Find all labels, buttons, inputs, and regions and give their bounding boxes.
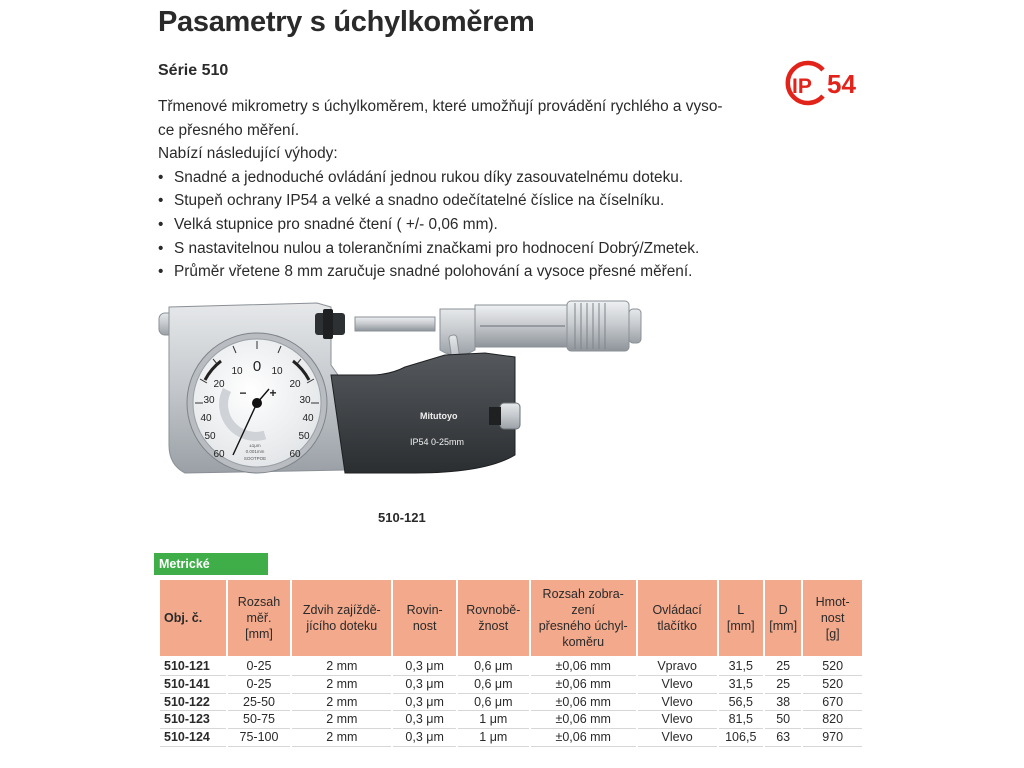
dial-label: 30 bbox=[299, 395, 311, 406]
dial-label: 60 bbox=[213, 449, 225, 460]
dial-label: 40 bbox=[302, 413, 314, 424]
dial-small-text: SOOTPOE bbox=[243, 456, 267, 461]
table-cell: 0,3 μm bbox=[393, 729, 456, 747]
column-header: Rozsah měř. [mm] bbox=[228, 580, 291, 658]
table-cell: Vlevo bbox=[638, 694, 717, 712]
feature-list bbox=[158, 166, 758, 284]
series-label: Série 510 bbox=[158, 62, 229, 79]
table-cell: 520 bbox=[803, 676, 862, 694]
table-cell: ±0,06 mm bbox=[531, 729, 636, 747]
table-cell: 0,3 μm bbox=[393, 694, 456, 712]
column-header: Rozsah zobra- zení přesného úchyl- koměru bbox=[531, 580, 636, 658]
table-cell: ±0,06 mm bbox=[531, 694, 636, 712]
dial-label: 10 bbox=[231, 366, 243, 377]
table-cell: Vpravo bbox=[638, 658, 717, 676]
order-code: 510-123 bbox=[160, 711, 226, 729]
svg-text:+: + bbox=[269, 386, 277, 400]
svg-text:−: − bbox=[239, 386, 247, 400]
column-header: Hmot- nost [g] bbox=[803, 580, 862, 658]
table-cell: 2 mm bbox=[292, 694, 391, 712]
table-cell: 25 bbox=[765, 658, 801, 676]
feature-item: • Velká stupnice pro snadné čtení ( +/- 0,06 mm). bbox=[158, 213, 758, 237]
table-cell: 0,6 μm bbox=[458, 676, 529, 694]
table-cell: Vlevo bbox=[638, 676, 717, 694]
table-cell: 81,5 bbox=[719, 711, 763, 729]
intro-line: Nabízí následující výhody: bbox=[158, 145, 338, 163]
table-cell: 50 bbox=[765, 711, 801, 729]
table-row bbox=[160, 729, 862, 747]
table-cell: Vlevo bbox=[638, 711, 717, 729]
table-cell: 820 bbox=[803, 711, 862, 729]
column-header: Rovin- nost bbox=[393, 580, 456, 658]
ip54-badge bbox=[782, 58, 872, 108]
table-cell: ±0,06 mm bbox=[531, 711, 636, 729]
table-cell: ±0,06 mm bbox=[531, 658, 636, 676]
dial-small-text: ±1μm bbox=[249, 443, 261, 448]
ip-badge-number: 54 bbox=[827, 69, 856, 99]
table-row bbox=[160, 711, 862, 729]
dial-label: 0 bbox=[252, 358, 262, 375]
table-cell: 38 bbox=[765, 694, 801, 712]
column-header: Ovládací tlačítko bbox=[638, 580, 717, 658]
order-code: 510-122 bbox=[160, 694, 226, 712]
dial-label: 30 bbox=[203, 395, 215, 406]
dial-label: 10 bbox=[271, 366, 283, 377]
table-cell: 0,3 μm bbox=[393, 676, 456, 694]
ip-badge-prefix: IP bbox=[792, 75, 812, 98]
intro-line: Třmenové mikrometry s úchylkoměrem, které umožňují provádění rychlého a vyso- bbox=[158, 98, 723, 115]
feature-item: • Snadné a jednoduché ovládání jednou rukou díky zasouvatelnému doteku. bbox=[158, 166, 758, 190]
range-marking: IP54 0-25mm bbox=[410, 437, 465, 447]
page-title: Pasametry s úchylkoměrem bbox=[158, 6, 535, 38]
product-photo bbox=[155, 295, 645, 495]
table-cell: 106,5 bbox=[719, 729, 763, 747]
feature-item: • S nastavitelnou nulou a tolerančními značkami pro hodnocení Dobrý/Zmetek. bbox=[158, 237, 758, 261]
table-row bbox=[160, 658, 862, 676]
feature-item: • Průměr vřetene 8 mm zaručuje snadné polohování a vysoce přesné měření. bbox=[158, 260, 758, 284]
dial-label: 50 bbox=[204, 431, 216, 442]
table-cell: 520 bbox=[803, 658, 862, 676]
table-cell: 970 bbox=[803, 729, 862, 747]
table-cell: 50-75 bbox=[228, 711, 291, 729]
intro-line: ce přesného měření. bbox=[158, 121, 300, 139]
table-cell: 2 mm bbox=[292, 729, 391, 747]
table-cell: 1 μm bbox=[458, 711, 529, 729]
column-header: Zdvih zajíždě- jícího doteku bbox=[292, 580, 391, 658]
table-cell: Vlevo bbox=[638, 729, 717, 747]
column-header: Obj. č. bbox=[160, 580, 226, 658]
table-cell: 0,6 μm bbox=[458, 694, 529, 712]
dial-small-text: 0.001mm bbox=[245, 449, 265, 454]
table-row bbox=[160, 694, 862, 712]
photo-caption: 510-121 bbox=[378, 510, 426, 525]
table-cell: 0,3 μm bbox=[393, 711, 456, 729]
dial-label: 40 bbox=[200, 413, 212, 424]
table-cell: 0-25 bbox=[228, 658, 291, 676]
order-code: 510-124 bbox=[160, 729, 226, 747]
feature-item: • Stupeň ochrany IP54 a velké a snadno odečítatelné číslice na číselníku. bbox=[158, 189, 758, 213]
dial-label: 60 bbox=[289, 449, 301, 460]
table-cell: 0,6 μm bbox=[458, 658, 529, 676]
table-cell: 2 mm bbox=[292, 711, 391, 729]
table-cell: 75-100 bbox=[228, 729, 291, 747]
metric-section-tag: Metrické bbox=[154, 553, 268, 575]
table-cell: 2 mm bbox=[292, 658, 391, 676]
table-cell: 56,5 bbox=[719, 694, 763, 712]
table-cell: 2 mm bbox=[292, 676, 391, 694]
table-cell: 31,5 bbox=[719, 676, 763, 694]
column-header: D [mm] bbox=[765, 580, 801, 658]
table-cell: ±0,06 mm bbox=[531, 676, 636, 694]
product-description bbox=[158, 95, 758, 284]
dial-label: 20 bbox=[289, 379, 301, 390]
brand-marking: Mitutoyo bbox=[420, 411, 458, 421]
spec-table bbox=[158, 580, 864, 747]
table-cell: 63 bbox=[765, 729, 801, 747]
table-row bbox=[160, 676, 862, 694]
table-cell: 1 μm bbox=[458, 729, 529, 747]
dial-label: 50 bbox=[298, 431, 310, 442]
table-cell: 0,3 μm bbox=[393, 658, 456, 676]
column-header: Rovnobě- žnost bbox=[458, 580, 529, 658]
table-cell: 31,5 bbox=[719, 658, 763, 676]
table-header-row bbox=[160, 580, 862, 658]
column-header: L [mm] bbox=[719, 580, 763, 658]
order-code: 510-141 bbox=[160, 676, 226, 694]
table-cell: 0-25 bbox=[228, 676, 291, 694]
table-cell: 670 bbox=[803, 694, 862, 712]
dial-label: 20 bbox=[213, 379, 225, 390]
table-cell: 25-50 bbox=[228, 694, 291, 712]
order-code: 510-121 bbox=[160, 658, 226, 676]
table-cell: 25 bbox=[765, 676, 801, 694]
